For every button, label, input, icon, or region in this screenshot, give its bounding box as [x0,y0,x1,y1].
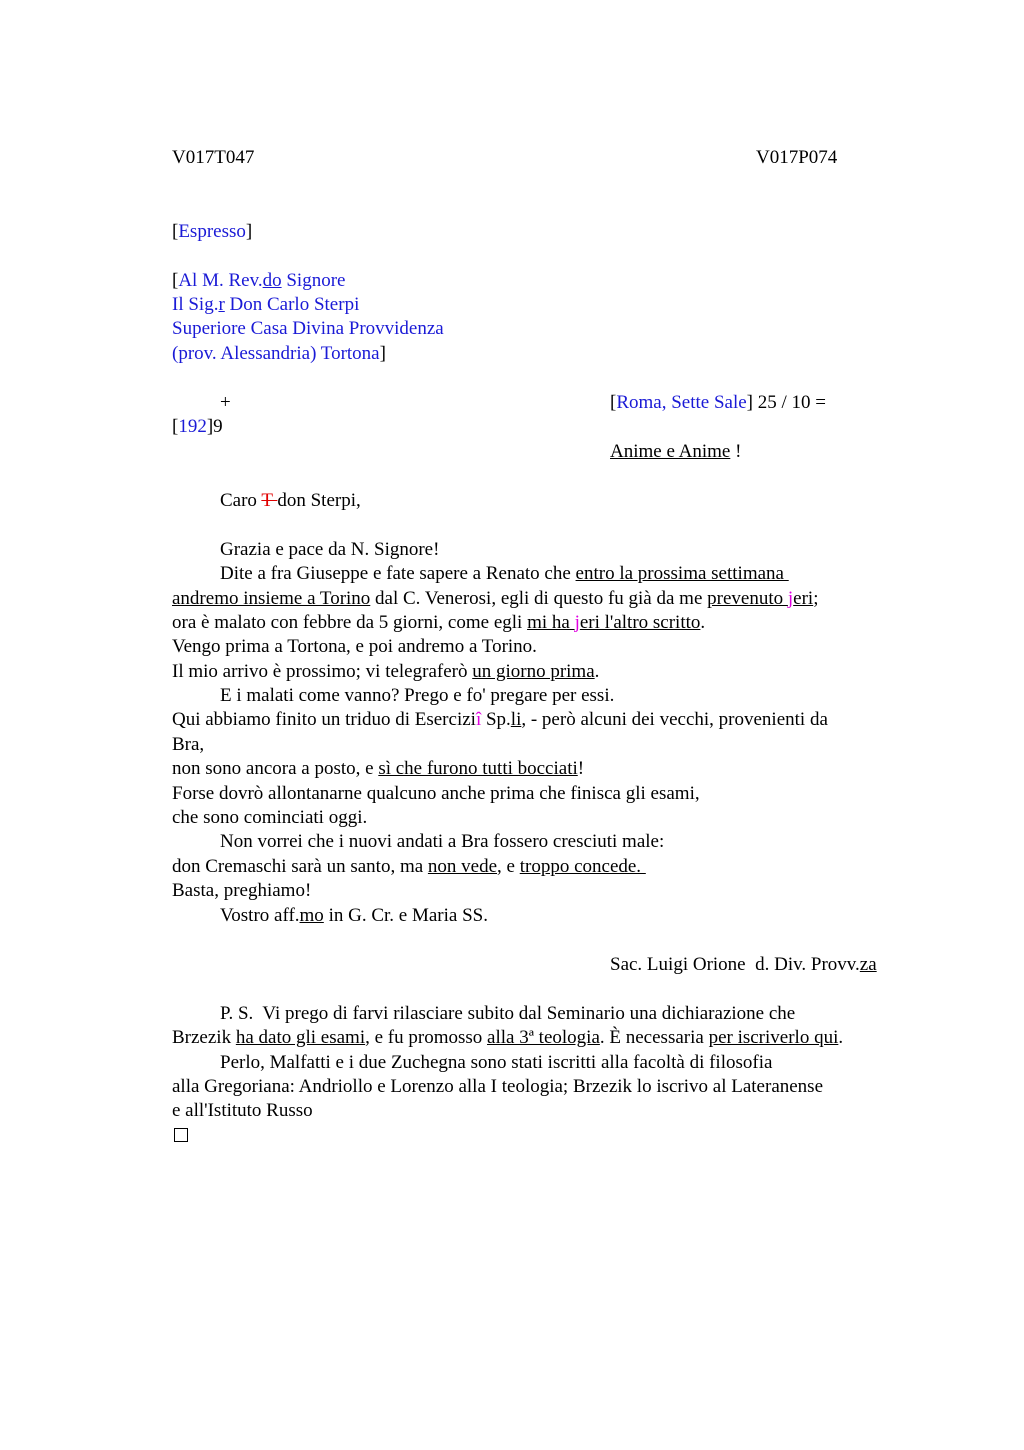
body-line: Non vorrei che i nuovi andati a Bra fossero cresciuti male: [220,831,665,852]
underlined-span: sì che furono tutti bocciati [378,758,578,779]
postscript-line: Perlo, Malfatti e i due Zuchegna sono stati iscritti alla facoltà di filosofia [220,1052,773,1073]
text-span: , e fu promosso [365,1027,488,1048]
cross-symbol: + [220,392,231,413]
postscript-line [172,1026,843,1050]
underlined-span: andremo insieme a Torino [172,588,371,609]
text-span: in G. Cr. e Maria SS. [323,905,488,926]
underlined-span: un giorno prima [472,661,595,682]
text-span: . [594,661,600,682]
dateline-year-added: 192 [178,416,207,437]
underlined-span: prevenuto [707,588,788,609]
body-line [172,708,828,732]
body-line [172,611,705,635]
body-line: che sono cominciati oggi. [172,807,368,828]
body-line [172,757,584,781]
document-code-right: V017P074 [756,147,838,168]
text-span: , e [497,856,520,877]
text-span: ! [577,758,585,779]
salutation [220,489,361,513]
address-line-2 [172,293,359,317]
address-line-1b: do [262,270,282,291]
underlined-span: eri [793,588,814,609]
body-line [172,587,818,611]
address-line-1a: Al M. Rev. [178,270,263,291]
salutation-a: Caro [220,490,262,511]
text-span: Vostro aff. [220,905,300,926]
motto-end: ! [730,441,742,462]
body-line [220,562,789,586]
added-letter: j [574,612,580,633]
underlined-span: mi ha [527,612,575,633]
address-line-2b: r [218,294,225,315]
text-span: . È necessaria [599,1027,709,1048]
address-line-1: [Al M. Rev.do Signore [172,270,346,291]
address-line-3: Superiore Casa Divina Provvidenza [172,318,444,339]
body-line: Basta, preghiamo! [172,880,312,901]
added-letter: j [787,588,794,609]
body-line: Forse dovrò allontanarne qualcuno anche prima che finisca gli esami, [172,783,700,804]
document-code-left: V017T047 [172,147,255,168]
address-line-2c: Don Carlo Sterpi [224,294,360,315]
closing-line [220,904,488,928]
dateline-place: Roma, Sette Sale [616,392,747,413]
added-letter: î [475,709,482,730]
body-line: Grazia e pace da N. Signore! [220,539,440,560]
dateline-date: 25 / 10 = [753,392,826,413]
text-span: Qui abbiamo finito un triduo di Esercizi [172,709,476,730]
signature [610,953,877,977]
underlined-span: alla 3ª teologia [487,1027,600,1048]
address-line-4-text: (prov. Alessandria) Tortona [172,343,380,364]
salutation-deletion: T [261,490,278,511]
text-span: dal C. Venerosi, egli di questo fu già da me [370,588,708,609]
underlined-span: per iscriverlo qui [708,1027,839,1048]
text-span: non sono ancora a posto, e [172,758,379,779]
text-span: . [838,1027,844,1048]
text-span: Sp. [481,709,511,730]
text-span: , - però alcuni dei vecchi, provenienti da [521,709,828,730]
salutation-b: don Sterpi, [277,490,361,511]
underlined-span: entro la prossima settimana [575,563,789,584]
body-line: E i malati come vanno? Prego e fo' pregare per essi. [220,685,615,706]
dateline: [Roma, Sette Sale] 25 / 10 = [610,392,826,413]
envelope-type: [Espresso] [172,221,253,242]
text-span: Brzezik [172,1027,236,1048]
motto [610,440,741,464]
text-span: ; [813,588,819,609]
body-line: Vengo prima a Tortona, e poi andremo a Torino. [172,636,537,657]
signature-text: Sac. Luigi Orione d. Div. Provv. [610,954,860,975]
underlined-span: troppo concede. [519,856,646,877]
postscript-line: alla Gregoriana: Andriollo e Lorenzo alla I teologia; Brzezik lo iscrivo al Lateranense [172,1076,824,1097]
envelope-type-text: Espresso [178,221,246,242]
empty-square-symbol [174,1128,188,1142]
body-line: Bra, [172,734,205,755]
postscript-line: P. S. Vi prego di farvi rilasciare subito dal Seminario una dichiarazione che [220,1003,796,1024]
text-span: Il mio arrivo è prossimo; vi telegraferò [172,661,473,682]
address-line-2a: Il Sig. [172,294,219,315]
underlined-span: li [510,709,522,730]
underlined-span: mo [299,905,324,926]
dateline-year: [192]9 [172,416,223,437]
underlined-span: ha dato gli esami [235,1027,366,1048]
text-span: don Cremaschi sarà un santo, ma [172,856,428,877]
text-span: . [700,612,706,633]
text-span: Dite a fra Giuseppe e fate sapere a Renato che [220,563,576,584]
address-line-4: (prov. Alessandria) Tortona] [172,343,386,364]
signature-underlined: za [859,954,877,975]
underlined-span: eri l'altro scritto [579,612,701,633]
motto-text: Animе e Anime [610,441,731,462]
body-line [172,660,599,684]
body-line [172,855,646,879]
text-span: ora è malato con febbre da 5 giorni, come egli [172,612,528,633]
dateline-year-digit: 9 [213,416,223,437]
postscript-line: e all'Istituto Russo [172,1100,313,1121]
underlined-span: non vede [427,856,498,877]
address-line-1c: Signore [281,270,346,291]
